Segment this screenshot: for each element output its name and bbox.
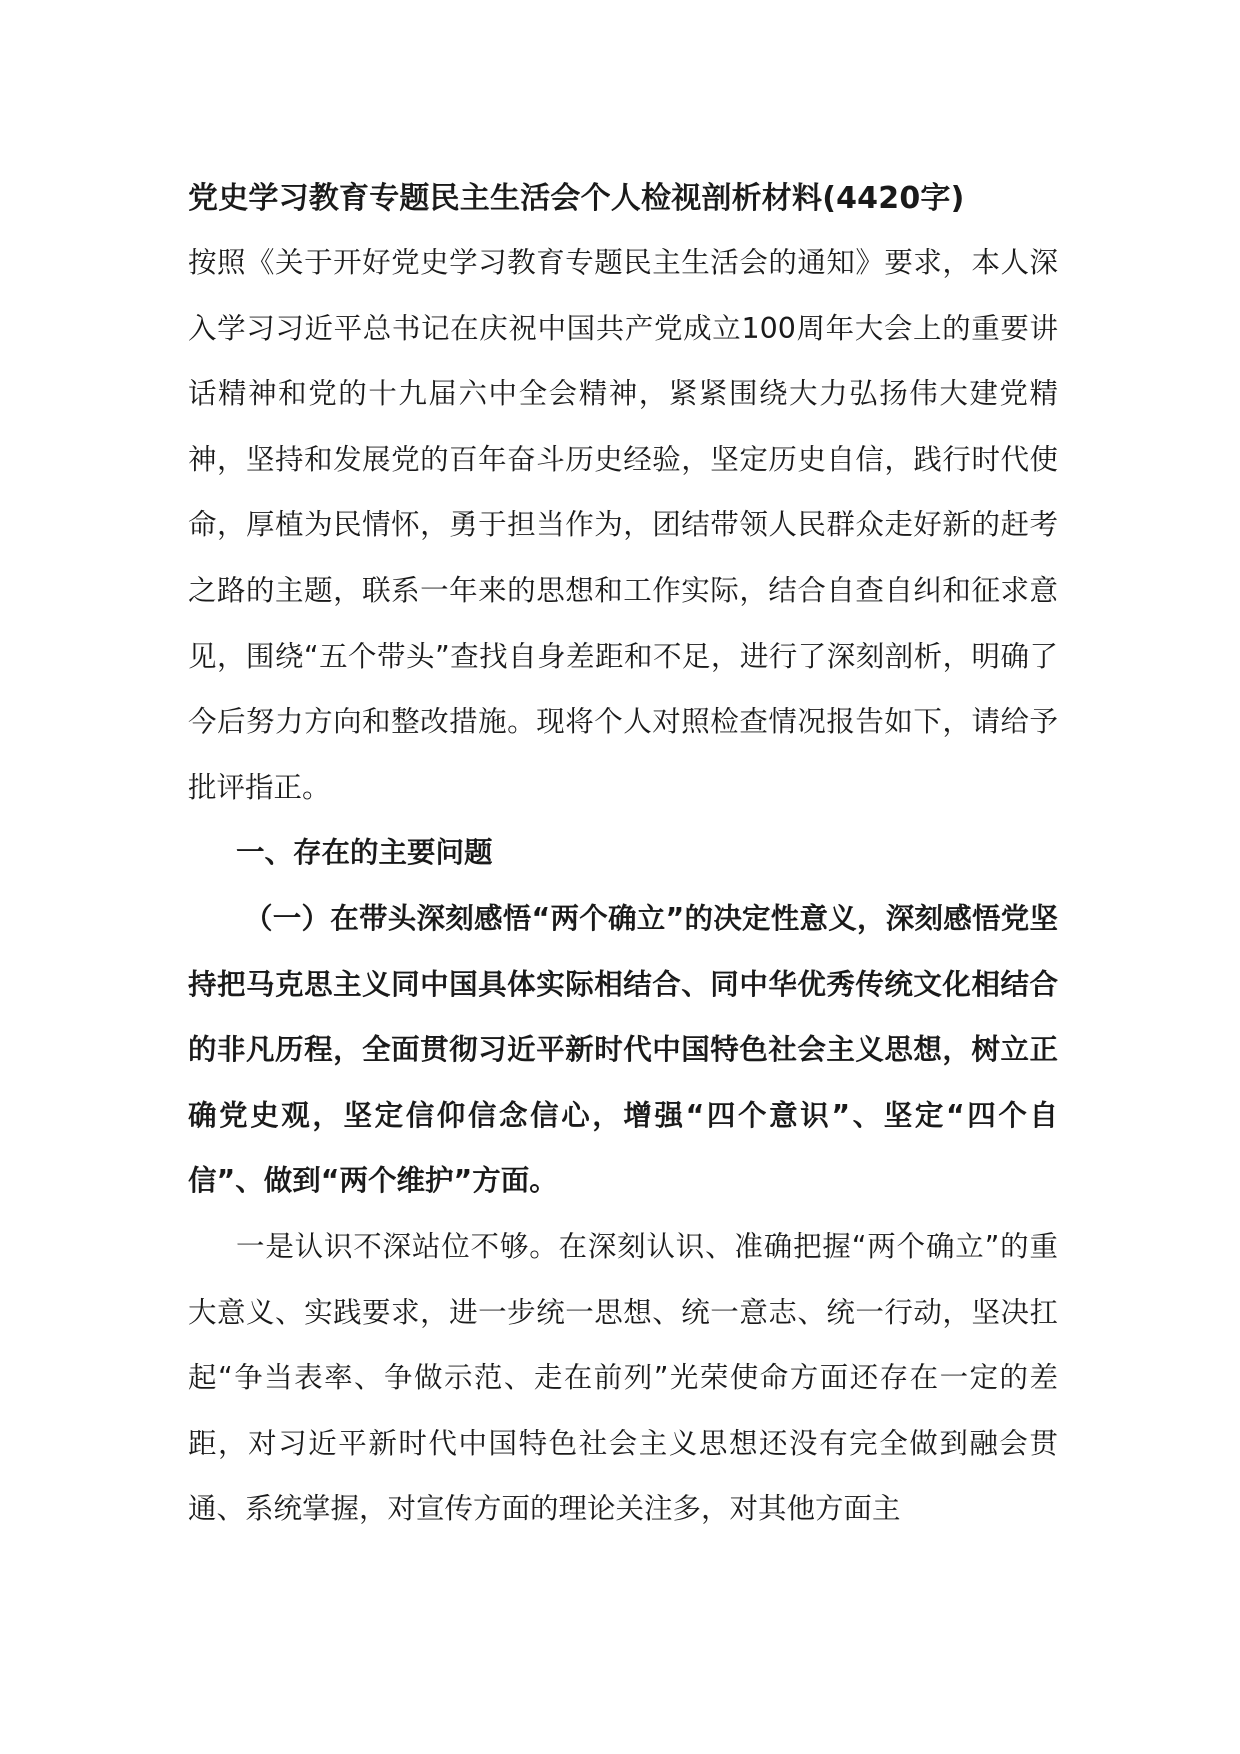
subsection-heading: （一）在带头深刻感悟“两个确立”的决定性意义，深刻感悟党坚持把马克思主义同中国具体实际相结合、同中华优秀传统文化相结合的非凡历程，全面贯彻习近平新时代中国特色社会主义思想，树立正确党史观，坚定信仰信念信心，增强“四个意识”、坚定“四个自信”、做到“两个维护”方面。	[188, 901, 1058, 1198]
document-title: 党史学习教育专题民主生活会个人检视剖析材料(4420字)	[188, 181, 965, 216]
document-body	[188, 168, 1058, 1542]
intro-paragraph: 按照《关于开好党史学习教育专题民主生活会的通知》要求，本人深入学习习近平总书记在庆祝中国共产党成立100周年大会上的重要讲话精神和党的十九届六中全会精神，紧紧围绕大力弘扬伟大建党精神，坚持和发展党的百年奋斗历史经验，坚定历史自信，践行时代使命，厚植为民情怀，勇于担当作为，团结带领人民群众走好新的赶考之路的主题，联系一年来的思想和工作实际，结合自查自纠和征求意见，围绕“五个带头”查找自身差距和不足，进行了深刻剖析，明确了今后努力方向和整改措施。现将个人对照检查情况报告如下，请给予批评指正。	[188, 246, 1058, 804]
section-heading: 一、存在的主要问题	[236, 836, 493, 870]
body-paragraph: 一是认识不深站位不够。在深刻认识、准确把握“两个确立”的重大意义、实践要求，进一步统一思想、统一意志、统一行动，坚决扛起“争当表率、争做示范、走在前列”光荣使命方面还存在一定的差距，对习近平新时代中国特色社会主义思想还没有完全做到融会贯通、系统掌握，对宣传方面的理论关注多，对其他方面主	[188, 1229, 1058, 1526]
